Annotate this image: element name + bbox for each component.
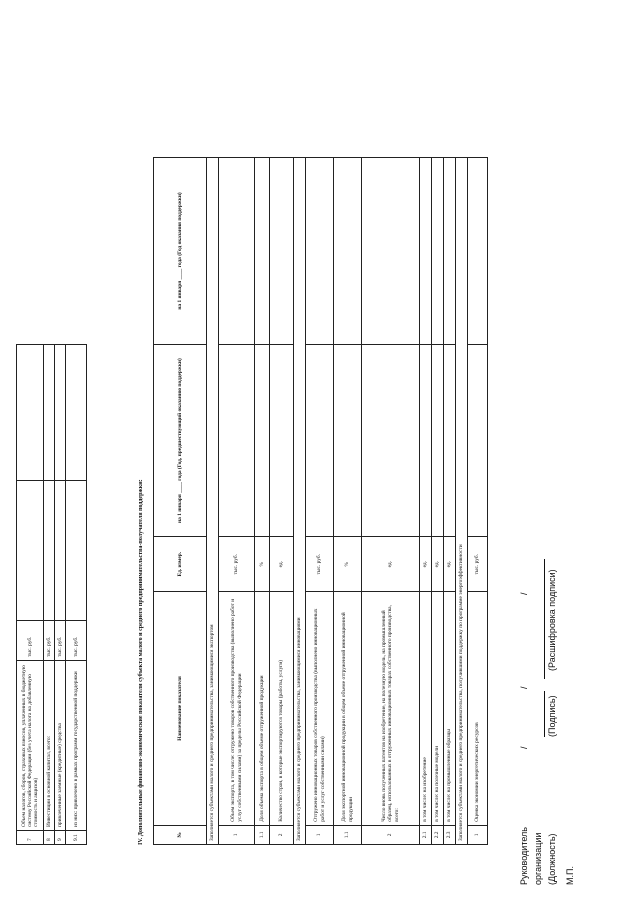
row-name: в том числе: на изобретение bbox=[420, 592, 432, 826]
value-cell[interactable] bbox=[55, 481, 66, 621]
value-cell[interactable] bbox=[444, 158, 456, 345]
table-row bbox=[420, 158, 432, 845]
additional-indicators-table bbox=[153, 157, 488, 845]
row-name: Доля экспортной инновационной продукции в общем объеме отгруженной инновационной продукции bbox=[334, 592, 362, 826]
header-support-year: на 1 января ____ года (Год оказания поддержки) bbox=[154, 158, 207, 345]
value-cell[interactable] bbox=[334, 158, 362, 345]
row-unit: тыс. руб. bbox=[66, 621, 87, 661]
table-row bbox=[17, 345, 44, 845]
signer-title-line1: Руководитель bbox=[519, 827, 529, 885]
row-number: 1.1 bbox=[255, 825, 270, 844]
table-row bbox=[306, 158, 334, 845]
value-cell[interactable] bbox=[219, 344, 255, 536]
table-row bbox=[255, 158, 270, 845]
row-number: 1 bbox=[468, 825, 488, 844]
table-row bbox=[432, 158, 444, 845]
table-row bbox=[334, 158, 362, 845]
value-cell[interactable] bbox=[44, 481, 55, 621]
indicators-table-continued bbox=[16, 344, 87, 845]
value-cell[interactable] bbox=[444, 344, 456, 536]
section-export: Заполняется субъектами малого и среднего предпринимательства, занимающимися экспортом bbox=[207, 158, 219, 845]
value-cell[interactable] bbox=[306, 344, 334, 536]
decipher-caption: (Расшифровка подписи) bbox=[547, 569, 557, 671]
value-cell[interactable] bbox=[66, 481, 87, 621]
row-name: Доля объема экспорта в общем объеме отгруженной продукции bbox=[255, 592, 270, 826]
row-unit: % bbox=[255, 537, 270, 592]
stamp-place: М.П. bbox=[565, 866, 575, 885]
slash-2: / bbox=[519, 686, 529, 689]
row-number: 7 bbox=[17, 831, 44, 845]
value-cell[interactable] bbox=[432, 344, 444, 536]
row-number: 9 bbox=[55, 831, 66, 845]
section-energy: Заполняется субъектами малого и среднего предпринимательства, получившими поддержку по программе энергоэффективности bbox=[456, 158, 468, 845]
row-number: 1 bbox=[306, 825, 334, 844]
row-name: Отгружено инновационных товаров собственного производства (выполнено инновационных работ и услуг собственными силами) bbox=[306, 592, 334, 826]
header-name: Наименование показателя bbox=[154, 592, 207, 826]
row-name: Объем экспорта, в том числе: отгружено товаров собственного производства (выполнено работ и услуг собственными силами) за пределы Российской Федерации bbox=[219, 592, 255, 826]
value-cell[interactable] bbox=[17, 481, 44, 621]
position-caption: (Должность) bbox=[547, 833, 557, 885]
section-title: IV. Дополнительные финансово-экономические показатели субъекта малого и среднего предпринимательства-получателя поддержки: bbox=[138, 479, 144, 845]
value-cell[interactable] bbox=[432, 158, 444, 345]
table-row bbox=[44, 345, 55, 845]
row-number: 1 bbox=[219, 825, 255, 844]
value-cell[interactable] bbox=[55, 345, 66, 481]
value-cell[interactable] bbox=[468, 344, 488, 536]
row-unit: тыс. руб. bbox=[55, 621, 66, 661]
value-cell[interactable] bbox=[219, 158, 255, 345]
row-unit: ед. bbox=[362, 537, 420, 592]
value-cell[interactable] bbox=[468, 158, 488, 345]
header-unit: Ед. измер. bbox=[154, 537, 207, 592]
section-row bbox=[294, 158, 306, 845]
table-row bbox=[270, 158, 294, 845]
value-cell[interactable] bbox=[306, 158, 334, 345]
row-unit: ед. bbox=[432, 537, 444, 592]
value-cell[interactable] bbox=[255, 344, 270, 536]
value-cell[interactable] bbox=[270, 344, 294, 536]
table-row bbox=[444, 158, 456, 845]
signature-line bbox=[544, 691, 545, 737]
value-cell[interactable] bbox=[334, 344, 362, 536]
table-row bbox=[66, 345, 87, 845]
row-unit: % bbox=[334, 537, 362, 592]
decipher-line bbox=[544, 559, 545, 679]
row-name: в том числе: на промышленные образцы bbox=[444, 592, 456, 826]
row-number: 9.1 bbox=[66, 831, 87, 845]
row-number: 2.3 bbox=[444, 825, 456, 844]
row-unit: ед. bbox=[270, 537, 294, 592]
row-unit: тыс. руб. bbox=[219, 537, 255, 592]
row-unit: тыс. руб. bbox=[17, 621, 44, 661]
row-number: 2.2 bbox=[432, 825, 444, 844]
slash-3: / bbox=[519, 592, 529, 595]
value-cell[interactable] bbox=[44, 345, 55, 481]
row-name: Объем налогов, сборов, страховых взносов, уплаченных в бюджетную систему Российской Федерации (без учета налога на добавленную стоимость и акцизов) bbox=[17, 661, 44, 831]
row-name: Число вновь полученных патентов на изобретение, на полезную модель, на промышленный образец, использованных в отгруженных инновационных товарах собственного производства, всего: bbox=[362, 592, 420, 826]
section-innovation: Заполняется субъектами малого и среднего предпринимательства, занимающимися инновациями bbox=[294, 158, 306, 845]
row-number: 2 bbox=[270, 825, 294, 844]
section-row bbox=[207, 158, 219, 845]
table-row bbox=[468, 158, 488, 845]
table-row bbox=[219, 158, 255, 845]
row-unit: тыс. руб. bbox=[44, 621, 55, 661]
row-unit: тыс. руб. bbox=[468, 537, 488, 592]
slash-1: / bbox=[519, 746, 529, 749]
value-cell[interactable] bbox=[420, 158, 432, 345]
table-header-row bbox=[154, 158, 207, 845]
row-number: 2.1 bbox=[420, 825, 432, 844]
table-row bbox=[362, 158, 420, 845]
row-unit: тыс. руб. bbox=[306, 537, 334, 592]
value-cell[interactable] bbox=[270, 158, 294, 345]
value-cell[interactable] bbox=[17, 345, 44, 481]
value-cell[interactable] bbox=[362, 158, 420, 345]
header-num: № bbox=[154, 825, 207, 844]
row-name: привлеченные заемные (кредитные) средства bbox=[55, 661, 66, 831]
value-cell[interactable] bbox=[362, 344, 420, 536]
section-row bbox=[456, 158, 468, 845]
signature-caption: (Подпись) bbox=[547, 695, 557, 737]
signature-block bbox=[518, 545, 638, 885]
value-cell[interactable] bbox=[255, 158, 270, 345]
row-name: Количество стран, в которые экспортируются товары (работы, услуги) bbox=[270, 592, 294, 826]
value-cell[interactable] bbox=[420, 344, 432, 536]
row-name: из них: привлечено в рамках программ государственной поддержки bbox=[66, 661, 87, 831]
signer-title-line2: организации bbox=[533, 832, 543, 885]
row-number: 1.1 bbox=[334, 825, 362, 844]
header-prev-year: на 1 января ____ года (Год, предшествующий оказанию поддержки) bbox=[154, 344, 207, 536]
row-name: в том числе: на полезные модели bbox=[432, 592, 444, 826]
row-name: Инвестиции в основной капитал, всего: bbox=[44, 661, 55, 831]
row-unit: ед. bbox=[420, 537, 432, 592]
row-name: Оценка экономии энергетических ресурсов bbox=[468, 592, 488, 826]
row-number: 2 bbox=[362, 825, 420, 844]
row-unit: ед. bbox=[444, 537, 456, 592]
row-number: 8 bbox=[44, 831, 55, 845]
value-cell[interactable] bbox=[66, 345, 87, 481]
table-row bbox=[55, 345, 66, 845]
